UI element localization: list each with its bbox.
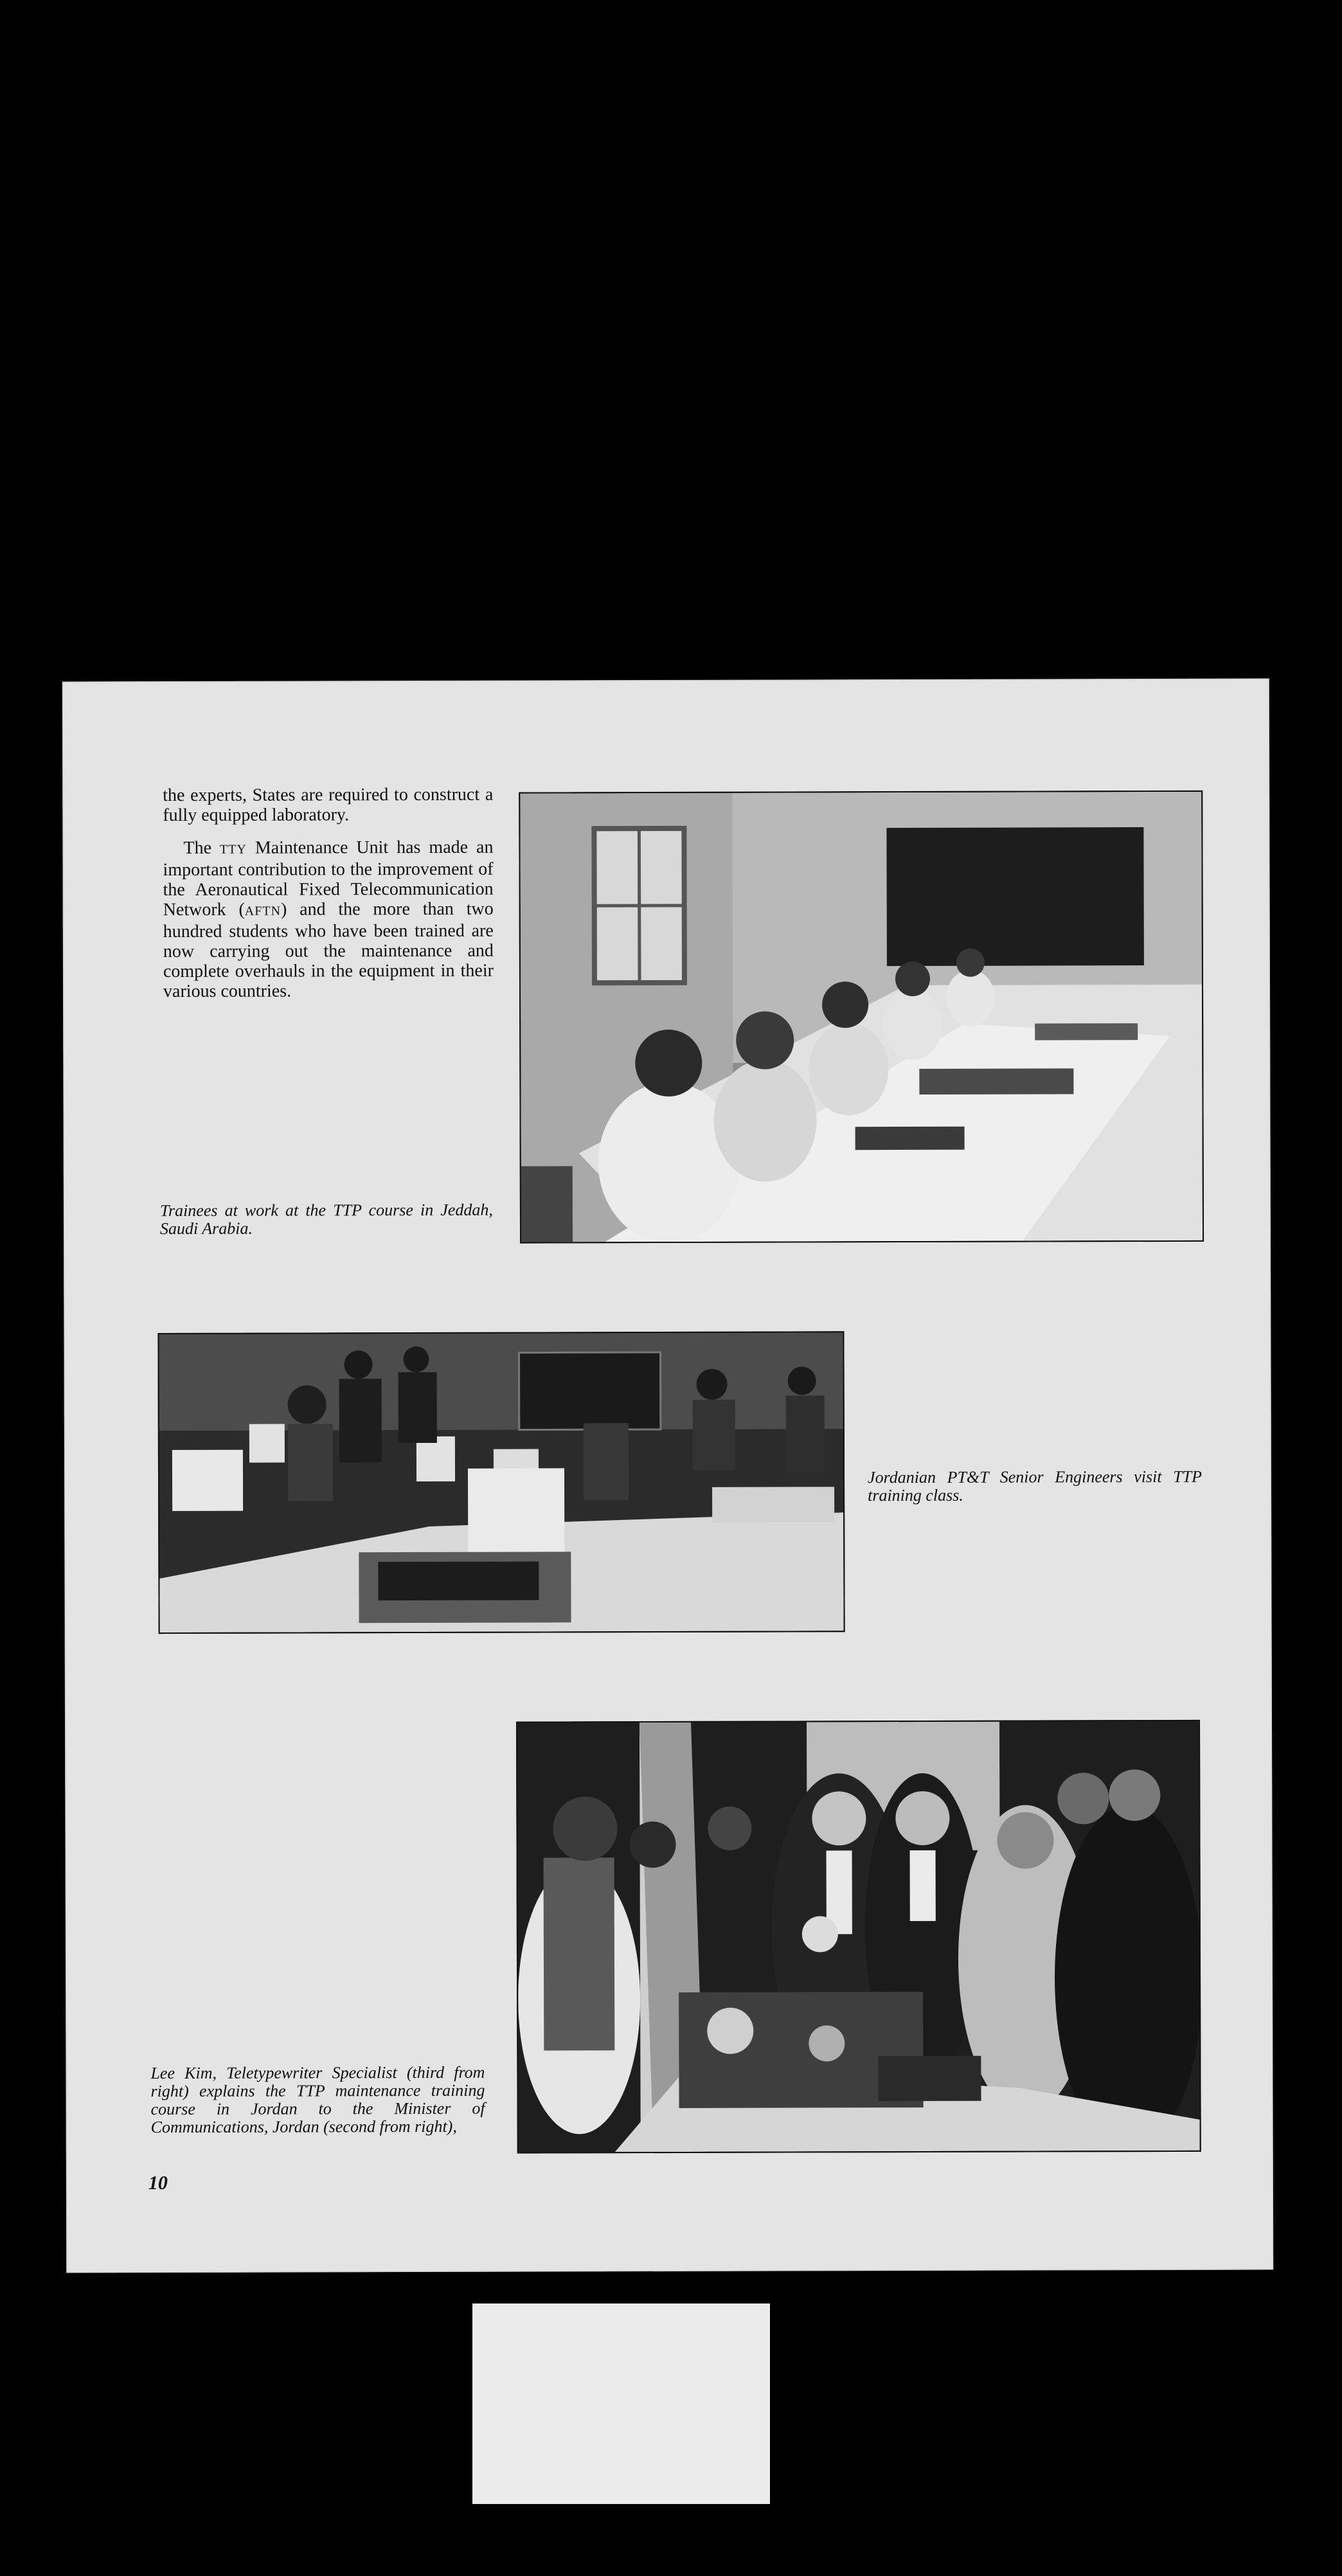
- abbr-aftn: AFTN: [244, 904, 282, 918]
- paragraph-2-text-start: The: [183, 837, 212, 858]
- photo-jordanian-engineers: [157, 1331, 845, 1634]
- photo-engineers-image: [159, 1332, 843, 1632]
- paragraph-2: [163, 837, 494, 1001]
- body-text: [163, 785, 494, 1014]
- abbr-tty: TTY: [219, 842, 247, 857]
- photo-trainees-jeddah: [519, 791, 1204, 1244]
- photo-trainees-image: [520, 792, 1203, 1242]
- paragraph-2-text-mid: Maintenance Unit has made an important contribution to the improvement of the Aeronautical Fixed Telecommunication Network (: [163, 837, 494, 920]
- caption-lee-kim: Lee Kim, Teletypewriter Specialist (third from right) explains the TTP maintenance training course in Jordan to the Minister of Communications, Jordan (second from right),: [150, 2062, 485, 2137]
- document-page: [62, 679, 1273, 2273]
- photo-lee-kim-image: [517, 1721, 1200, 2152]
- caption-engineers: Jordanian PT&T Senior Engineers visit TTP training class.: [867, 1467, 1203, 1505]
- paragraph-2-text-end: ) and the more than two hundred students who have been trained are now carrying out the maintenance and complete overhauls in the equipment in their various countries.: [163, 899, 494, 1002]
- page-number: 10: [148, 2172, 168, 2194]
- blank-slip: [472, 2303, 770, 2504]
- paragraph-1: the experts, States are required to construct a fully equipped laboratory.: [163, 784, 494, 826]
- caption-trainees: Trainees at work at the TTP course in Jeddah, Saudi Arabia.: [159, 1200, 493, 1239]
- photo-lee-kim-minister: [516, 1720, 1201, 2154]
